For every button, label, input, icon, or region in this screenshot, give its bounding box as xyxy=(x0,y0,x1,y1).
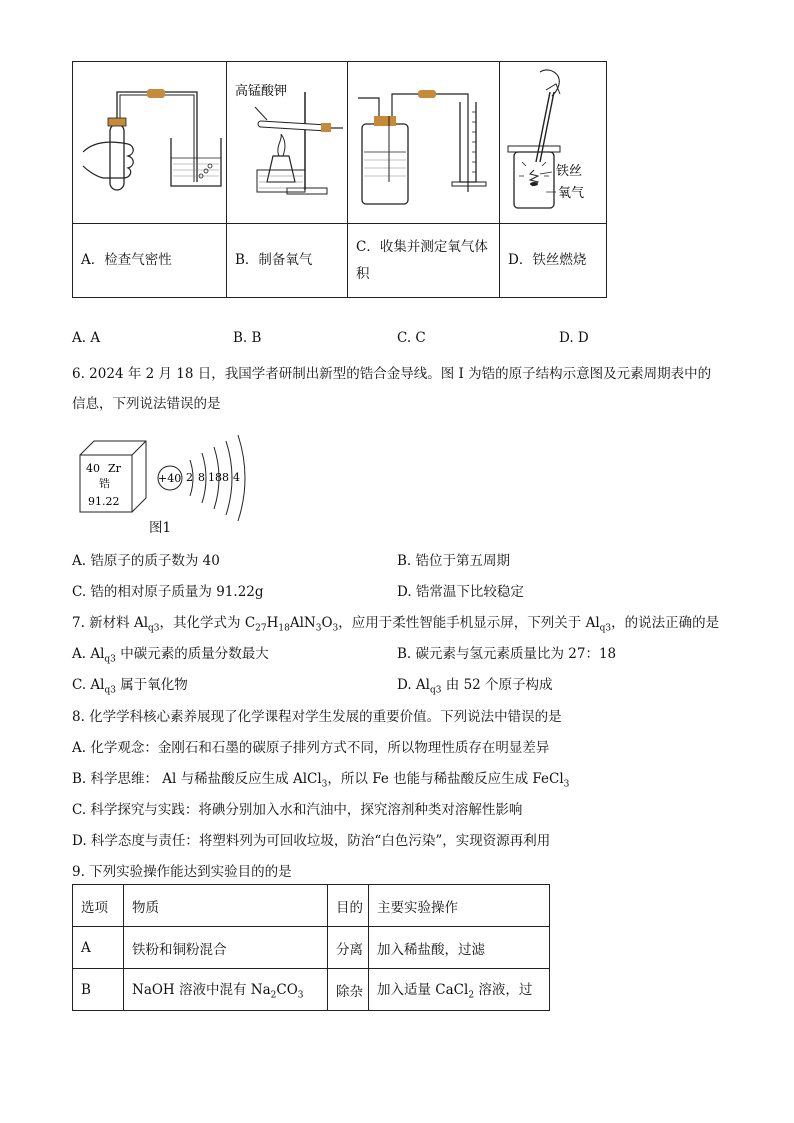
table-header-row xyxy=(73,885,550,927)
q8-option-a: A. 化学观念：金刚石和石墨的碳原子排列方式不同，所以物理性质存在明显差异 xyxy=(72,740,550,756)
q5-option-b: B. B xyxy=(233,330,262,346)
shell-4: 8 xyxy=(222,471,229,484)
row-b-option: B xyxy=(73,969,124,1011)
row-a-operation: 加入稀盐酸，过滤 xyxy=(369,927,550,969)
cell-a-label: A．检查气密性 xyxy=(73,224,227,298)
cell-c-image xyxy=(348,62,500,224)
table-row xyxy=(73,927,550,969)
q6-option-d: D. 锆常温下比较稳定 xyxy=(397,584,524,600)
q6-option-b: B. 锆位于第五周期 xyxy=(397,553,511,569)
row-a-option: A xyxy=(73,927,124,969)
q5-option-d: D. D xyxy=(559,330,589,346)
nucleus-charge: +40 xyxy=(158,472,182,485)
header-operation: 主要实验操作 xyxy=(369,885,550,927)
header-purpose: 目的 xyxy=(328,885,369,927)
q6-stem-line2: 信息，下列说法错误的是 xyxy=(72,396,221,412)
element-mass: 91.22 xyxy=(88,495,120,508)
element-symbol: Zr xyxy=(108,462,121,475)
cell-c-label-text: C．收集并测定氧气体积 xyxy=(356,238,488,282)
cell-d-image xyxy=(500,62,607,224)
q6-figure xyxy=(78,428,268,528)
q9-table xyxy=(72,884,550,1011)
row-a-purpose: 分离 xyxy=(328,927,369,969)
q8-option-b: B. 科学思维： Al 与稀盐酸反应生成 AlCl$_3$，所以 Fe 也能与稀盐酸反应生成 FeCl$_3$ xyxy=(72,771,570,790)
q7-option-c: C. $Al_{q3}$ 属于氧化物 xyxy=(72,677,188,696)
q6-stem-line1: 6. 2024 年 2 月 18 日，我国学者研制出新型的锆合金导线。图 I 为锆的原子结构示意图及元素周期表中的 xyxy=(72,366,712,382)
row-a-substance: 铁粉和铜粉混合 xyxy=(124,927,328,969)
label-potassium-permanganate: 高锰酸钾 xyxy=(235,84,288,99)
shell-3: 18 xyxy=(208,471,222,484)
shell-1: 2 xyxy=(186,471,193,484)
q7-option-b: B. 碳元素与氢元素质量比为 27：18 xyxy=(397,646,617,662)
q7-stem: 7. 新材料 $Al_{q3}$，其化学式为 $C_{27}H_{18}AlN_3O_3$，应用于柔性智能手机显示屏，下列关于 $Al_{q3}$，的说法正确的是 xyxy=(72,615,720,634)
q9-stem: 9. 下列实验操作能达到实验目的的是 xyxy=(72,864,292,880)
q6-option-a: A. 锆原子的质子数为 40 xyxy=(72,553,220,569)
header-option: 选项 xyxy=(73,885,124,927)
element-number: 40 xyxy=(86,462,100,475)
cell-b-image xyxy=(227,62,348,224)
q5-apparatus-table xyxy=(72,61,607,298)
q8-stem: 8. 化学学科核心素养展现了化学课程对学生发展的重要价值。下列说法中错误的是 xyxy=(72,709,562,725)
oxygen-preparation-figure xyxy=(227,62,347,219)
zirconium-atom-diagram xyxy=(78,428,268,528)
cell-b-label: B．制备氧气 xyxy=(227,224,348,298)
q5-option-c: C. C xyxy=(397,330,426,346)
collect-measure-oxygen-figure xyxy=(348,62,499,219)
q5-option-a: A. A xyxy=(72,330,101,346)
q7-option-a: A. $Al_{q3}$ 中碳元素的质量分数最大 xyxy=(72,646,269,665)
header-substance: 物质 xyxy=(124,885,328,927)
table-row xyxy=(73,969,550,1011)
label-oxygen: 氧气 xyxy=(558,186,585,201)
q8-option-d: D. 科学态度与责任：将塑料列为可回收垃圾，防治“白色污染”，实现资源再利用 xyxy=(72,833,551,849)
iron-wire-combustion-figure xyxy=(500,62,606,219)
cell-a-image xyxy=(73,62,227,224)
q6-figure-caption: 图1 xyxy=(149,520,172,536)
cell-c-label xyxy=(348,224,500,298)
airtightness-check-figure xyxy=(73,62,226,219)
row-b-operation: 加入适量 CaCl$_2$ 溶液，过 xyxy=(369,969,550,1011)
cell-d-label: D．铁丝燃烧 xyxy=(500,224,607,298)
element-name: 锆 xyxy=(99,477,110,490)
q6-option-c: C. 锆的相对原子质量为 91.22g xyxy=(72,584,264,600)
q7-option-d: D. $Al_{q3}$ 由 52 个原子构成 xyxy=(397,677,553,696)
shell-2: 8 xyxy=(198,471,205,484)
shell-5: 4 xyxy=(233,471,240,484)
q8-option-c: C. 科学探究与实践：将碘分别加入水和汽油中，探究溶剂种类对溶解性影响 xyxy=(72,802,523,818)
row-b-purpose: 除杂 xyxy=(328,969,369,1011)
row-b-substance: NaOH 溶液中混有 $Na_2CO_3$ xyxy=(124,969,328,1011)
label-iron-wire: 铁丝 xyxy=(556,164,583,179)
